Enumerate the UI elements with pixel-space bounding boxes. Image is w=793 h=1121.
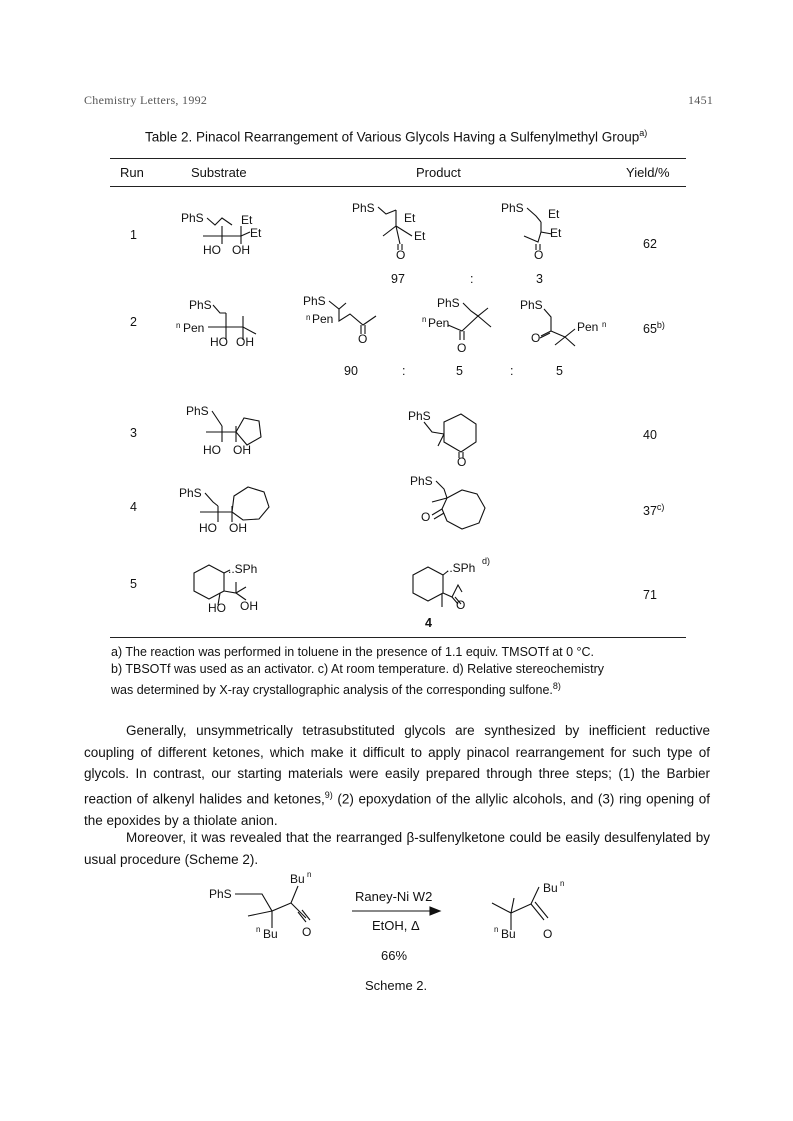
body-paragraph (84, 827, 710, 870)
run-number: 2 (130, 315, 137, 329)
product-footnote-ref: d) (482, 556, 491, 566)
structure-run2-product-b (422, 296, 491, 355)
svg-text:OH: OH (232, 243, 250, 257)
svg-text:PhS: PhS (303, 294, 326, 308)
scheme-product (492, 879, 564, 941)
svg-text:Et: Et (414, 229, 426, 243)
run-number: 3 (130, 426, 137, 440)
svg-text:PhS: PhS (408, 409, 431, 423)
svg-text:Pen: Pen (183, 321, 205, 335)
body-paragraph (84, 720, 710, 831)
svg-text:Pen: Pen (312, 312, 334, 326)
svg-text:HO: HO (203, 243, 221, 257)
svg-text:OH: OH (240, 599, 258, 613)
structure-run2-substrate (176, 298, 256, 349)
svg-text:Pen: Pen (577, 320, 599, 334)
paragraph-text: (2) epoxydation of the allylic alcohols, and (3) ring opening of the epoxides by a thiolate anion. (84, 791, 710, 828)
structure-run1-product-major (352, 201, 426, 262)
structure-run4-substrate (179, 486, 269, 535)
col-header-substrate: Substrate (191, 165, 247, 180)
col-header-run: Run (120, 165, 144, 180)
svg-text:n: n (602, 320, 607, 329)
svg-text:O: O (456, 598, 466, 612)
svg-text:PhS: PhS (501, 201, 524, 215)
yield-number: 62 (643, 237, 657, 252)
scheme-caption: Scheme 2. (365, 978, 428, 993)
svg-text:Et: Et (241, 213, 253, 227)
svg-text:n: n (560, 879, 565, 888)
svg-text:PhS: PhS (352, 201, 375, 215)
table-caption-text: Table 2. Pinacol Rearrangement of Various Glycols Having a Sulfenylmethyl Group (145, 129, 640, 145)
table-footnote: a) The reaction was performed in toluene in the presence of 1.1 equiv. TMSOTf at 0 °C. (111, 645, 595, 659)
svg-text:O: O (543, 927, 553, 941)
structure-run1-product-minor (501, 201, 562, 262)
svg-text:n: n (494, 925, 499, 934)
svg-text:PhS: PhS (209, 887, 232, 901)
svg-text:PhS: PhS (181, 211, 204, 225)
svg-text:Bu: Bu (290, 872, 305, 886)
svg-text:HO: HO (199, 521, 217, 535)
svg-text:n: n (307, 870, 312, 879)
run-number: 4 (130, 500, 137, 514)
ratio-value: 90 (344, 364, 358, 378)
svg-text:OH: OH (236, 335, 254, 349)
footnote-ref: 8) (552, 681, 561, 691)
yield-note: c) (656, 502, 665, 512)
svg-text:OH: OH (229, 521, 247, 535)
svg-text:n: n (176, 321, 181, 330)
paragraph-text: Generally, unsymmetrically tetrasubstituted glycols are synthesized by inefficient reductive coupling of different ketones, which make it difficult to apply pinacol rearrangement for such type of glycols. In contrast, our starting materials were easily prepared through three steps; (1) the Barbier reaction of alkenyl halides and ketones, (84, 723, 710, 806)
ratio-value: 5 (456, 364, 463, 378)
svg-text:HO: HO (210, 335, 228, 349)
svg-text:PhS: PhS (186, 404, 209, 418)
structure-run3-substrate (186, 404, 261, 457)
svg-text:PhS: PhS (520, 298, 543, 312)
col-header-yield: Yield/% (626, 165, 670, 180)
yield-number: 71 (643, 588, 657, 603)
svg-text:..SPh: ..SPh (228, 562, 258, 576)
svg-text:O: O (457, 455, 467, 469)
svg-text:O: O (396, 248, 406, 262)
svg-text:Et: Et (548, 207, 560, 221)
svg-text:n: n (256, 925, 261, 934)
yield-note: b) (656, 320, 665, 330)
reference-marker: 9) (324, 789, 333, 800)
scheme-yield: 66% (381, 948, 408, 963)
col-header-product: Product (416, 165, 461, 180)
paragraph-text: Moreover, it was revealed that the rearranged β-sulfenylketone could be easily desulfenylated by usual procedure (Scheme 2). (84, 830, 710, 867)
svg-text:O: O (358, 332, 368, 346)
svg-text:Bu: Bu (263, 927, 278, 941)
svg-text:HO: HO (203, 443, 221, 457)
svg-text:PhS: PhS (189, 298, 212, 312)
svg-text:PhS: PhS (437, 296, 460, 310)
table-footnote (111, 678, 561, 698)
structure-run2-product-c (520, 298, 606, 346)
svg-text:O: O (457, 341, 467, 355)
structure-run5-product (413, 561, 475, 612)
scheme-conditions: EtOH, Δ (372, 918, 420, 933)
yield-number: 40 (643, 428, 657, 443)
compound-number: 4 (425, 616, 432, 630)
structure-run5-substrate (194, 562, 258, 615)
yield-number: 37 (643, 504, 657, 519)
structure-run3-product (408, 409, 476, 469)
structure-run2-product-a (303, 294, 376, 346)
svg-text:Bu: Bu (543, 881, 558, 895)
svg-text:PhS: PhS (410, 474, 433, 488)
structure-run4-product (410, 474, 485, 529)
svg-text:O: O (302, 925, 312, 939)
run-number: 5 (130, 577, 137, 591)
svg-text:..SPh: ..SPh (446, 561, 476, 575)
ratio-separator: : (402, 364, 406, 378)
scheme-reagent: Raney-Ni W2 (355, 889, 433, 904)
yield-number: 65 (643, 322, 657, 337)
page-number: 1451 (688, 93, 714, 107)
svg-text:Bu: Bu (501, 927, 516, 941)
svg-text:Pen: Pen (428, 316, 450, 330)
journal-header: Chemistry Letters, 1992 (84, 93, 208, 107)
svg-text:O: O (531, 331, 541, 345)
structure-run1-substrate (181, 211, 262, 257)
svg-text:O: O (421, 510, 431, 524)
scheme-reaction-arrow (352, 907, 440, 915)
ratio-value: 5 (556, 364, 563, 378)
svg-text:OH: OH (233, 443, 251, 457)
footnote-text: was determined by X-ray crystallographic analysis of the corresponding sulfone. (111, 683, 553, 698)
svg-text:Et: Et (550, 226, 562, 240)
svg-text:HO: HO (208, 601, 226, 615)
run-number: 1 (130, 228, 137, 242)
svg-text:PhS: PhS (179, 486, 202, 500)
caption-footnote-ref: a) (639, 128, 648, 138)
svg-text:n: n (422, 315, 427, 324)
ratio-separator: : (470, 272, 474, 286)
svg-text:Et: Et (404, 211, 416, 225)
ratio-value: 3 (536, 272, 543, 286)
svg-text:n: n (306, 313, 311, 322)
table-footnote: b) TBSOTf was used as an activator. c) At room temperature. d) Relative stereochemistry (111, 662, 605, 676)
ratio-separator: : (510, 364, 514, 378)
svg-text:O: O (534, 248, 544, 262)
scheme-starting-material (209, 870, 311, 941)
ratio-value: 97 (391, 272, 405, 286)
svg-text:Et: Et (250, 226, 262, 240)
